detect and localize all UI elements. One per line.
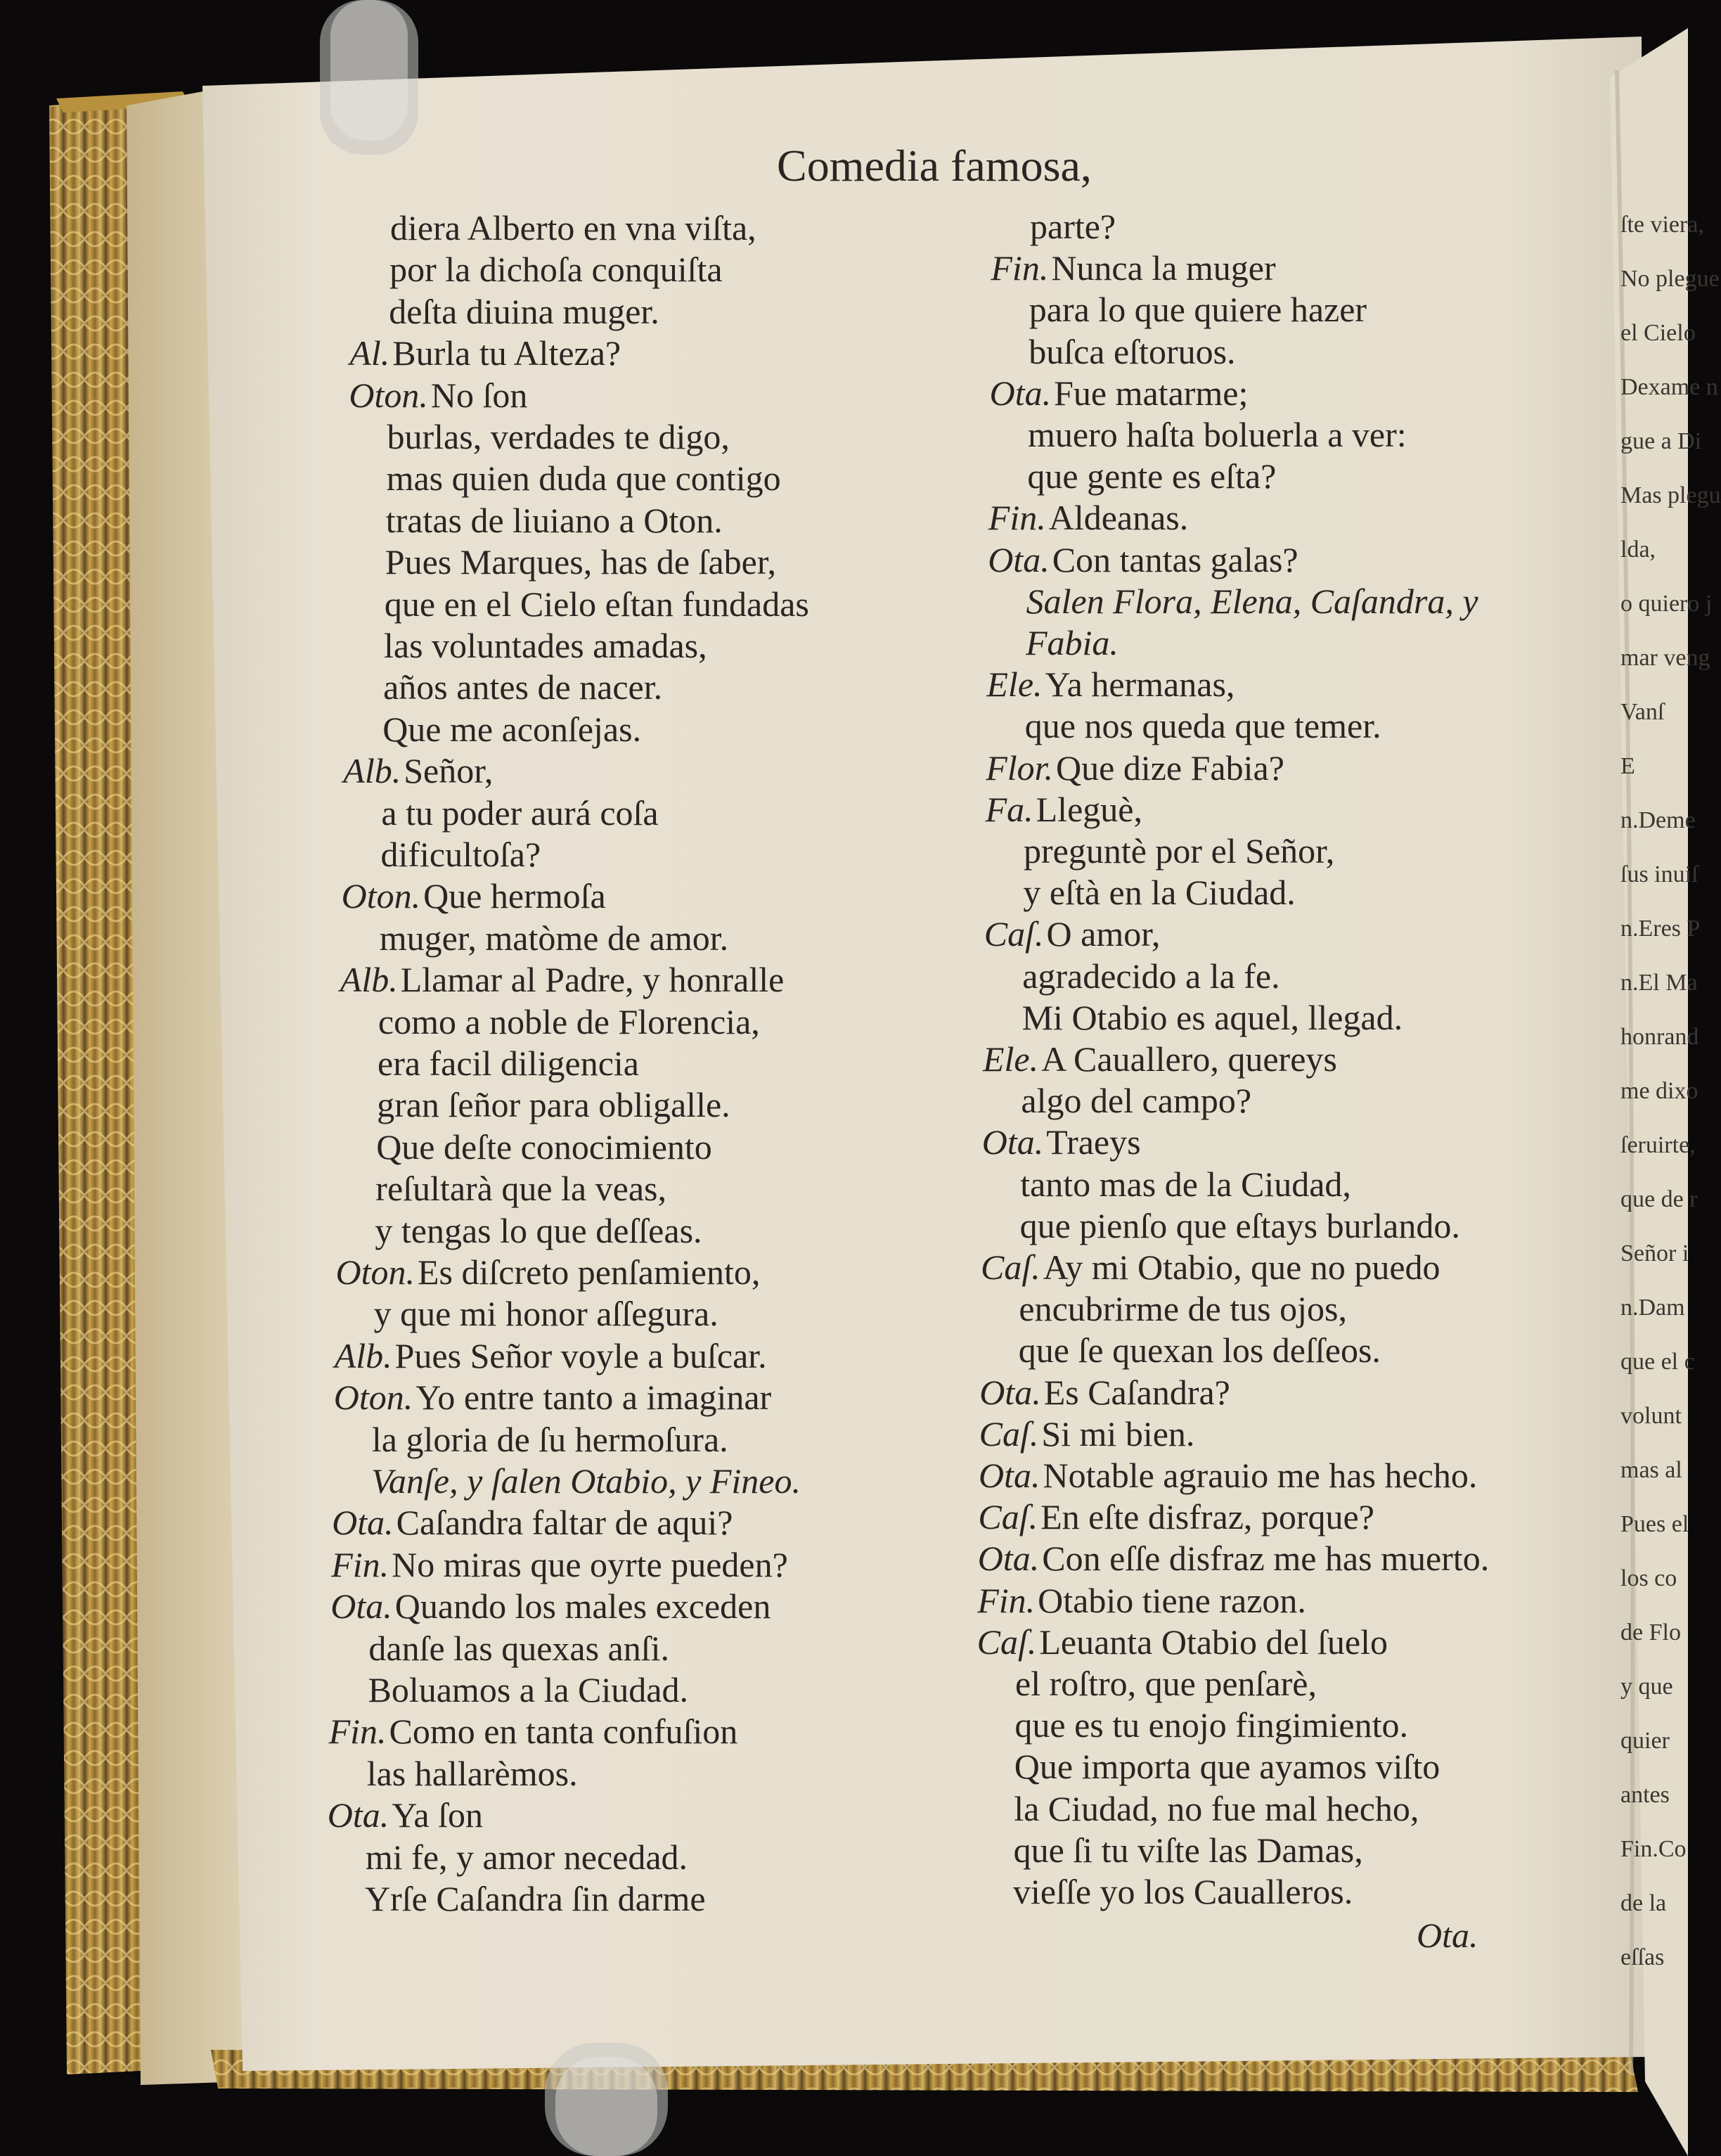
line-text: algo del campo? (1021, 1081, 1252, 1121)
speaker-label: Fin. (328, 1712, 387, 1752)
verse-line (383, 667, 662, 707)
line-text: Mi Otabio es aquel, llegad. (1021, 997, 1403, 1037)
verse-line (1024, 830, 1334, 871)
speaker-label: Caſ. (984, 914, 1044, 954)
line-text: Que importa que ayamos viſto (1014, 1747, 1440, 1787)
verse-line (1029, 289, 1367, 330)
verse-line (329, 1711, 738, 1752)
speaker-label: Ota. (977, 1539, 1040, 1579)
line-text: Burla tu Alteza? (392, 333, 621, 373)
speaker-label: Caſ. (976, 1622, 1037, 1662)
line-text: Fabia. (1026, 623, 1119, 662)
verse-line (368, 1669, 689, 1710)
verse-line (367, 1753, 578, 1794)
line-text: que es tu enojo fingimiento. (1014, 1705, 1409, 1745)
verse-line (1020, 1164, 1351, 1205)
verse-line (374, 1293, 718, 1334)
verse-line (1019, 1288, 1347, 1329)
line-text: Ya hermanas, (1045, 665, 1235, 705)
facing-page-fragment: No plegue (1620, 266, 1720, 292)
speaker-label: Alb. (343, 751, 401, 791)
speaker-label: Ota. (979, 1372, 1041, 1412)
facing-page-fragment: n.Deme (1620, 807, 1696, 833)
line-text: Con eſſe disfraz me has muerto. (1042, 1539, 1490, 1579)
verse-line (376, 1127, 712, 1167)
facing-page-fragment: antes (1620, 1782, 1670, 1808)
verse-line (375, 1210, 702, 1251)
verse-line (332, 1502, 733, 1543)
verse-line (335, 1335, 767, 1376)
line-text: la Ciudad, no fue mal hecho, (1014, 1788, 1419, 1828)
verse-line (328, 1795, 483, 1835)
verse-line (1014, 1705, 1408, 1745)
line-text: Leuanta Otabio del ſuelo (1039, 1622, 1388, 1662)
speaker-label: Alb. (340, 960, 398, 1000)
line-text: parte? (1030, 207, 1116, 246)
verse-line (978, 1496, 1374, 1537)
verse-line (979, 1455, 1477, 1496)
line-text: que ſe quexan los deſſeos. (1018, 1330, 1381, 1371)
verse-line (981, 1247, 1440, 1288)
verse-line (390, 207, 756, 248)
verse-line (986, 789, 1142, 830)
facing-page-fragment: n.El Ma (1620, 970, 1698, 996)
stage-direction (1026, 622, 1119, 663)
speaker-label: Fin. (977, 1580, 1036, 1620)
verse-line (983, 1039, 1337, 1079)
verse-line (986, 664, 1235, 705)
verse-line (377, 1084, 730, 1125)
verse-line (384, 625, 707, 666)
speaker-label: Fa. (985, 789, 1033, 829)
stage-direction (1026, 581, 1478, 622)
line-text: que ſi tu viſte las Damas, (1013, 1830, 1363, 1870)
speaker-label: Flor. (986, 747, 1054, 788)
facing-page-fragment: volunt (1620, 1403, 1682, 1429)
verse-line (349, 333, 621, 373)
line-text: que en el Cielo eſtan fundadas (384, 584, 809, 624)
speaker-label: Caſ. (981, 1247, 1040, 1287)
facing-page-fragment: E (1620, 753, 1635, 779)
line-text: Si mi bien. (1041, 1413, 1195, 1454)
verse-line (372, 1419, 728, 1460)
facing-page-fragment: de Flo (1620, 1619, 1681, 1645)
verse-line (1014, 1830, 1363, 1871)
line-text: como a noble de Florencia, (378, 1001, 760, 1041)
verse-line (1029, 331, 1235, 372)
line-text: a tu poder aurá coſa (381, 793, 659, 833)
line-text: Es Caſandra? (1043, 1372, 1230, 1412)
verse-line (382, 709, 641, 750)
line-text: que pienſo que eſtays burlando. (1019, 1205, 1460, 1245)
line-text: era facil diligencia (378, 1044, 639, 1083)
stage-direction (371, 1461, 801, 1501)
speaker-label: Ota. (988, 539, 1050, 579)
verse-line (387, 458, 781, 499)
speaker-label: Al. (349, 333, 390, 373)
line-text: Salen Flora, Elena, Caſandra, y (1026, 581, 1478, 621)
line-text: Quando los males exceden (394, 1586, 771, 1626)
verse-line (378, 1001, 760, 1042)
verse-line (381, 793, 658, 833)
line-text: Que me aconſejas. (382, 709, 642, 749)
verse-line (982, 1122, 1141, 1162)
facing-page-fragment: eſſas (1620, 1944, 1665, 1970)
speaker-label: Caſ. (979, 1413, 1039, 1454)
verse-line (340, 959, 785, 1000)
speaker-label: Alb. (334, 1335, 392, 1375)
verse-line (1015, 1663, 1317, 1704)
line-text: Yo entre tanto a imaginar (415, 1378, 772, 1418)
verse-line (389, 249, 722, 290)
verse-line (343, 750, 493, 791)
line-text: Vanſe, y ſalen Otabio, y Fineo. (371, 1461, 801, 1501)
verse-line (380, 918, 728, 958)
facing-page-fragment: o quiero j (1620, 591, 1713, 617)
verse-line (1027, 456, 1276, 496)
facing-page-fragment: Mas plegu (1620, 482, 1721, 508)
facing-page-fragment: gue a Di (1620, 428, 1702, 454)
verse-line (334, 1377, 771, 1418)
line-text: Que hermoſa (423, 876, 606, 916)
speaker-label: Oton. (341, 876, 421, 916)
catchword: Ota. (1417, 1916, 1478, 1955)
line-text: muero haſta boluerla a ver: (1028, 415, 1407, 454)
facing-page-fragment: n.Dam (1620, 1295, 1685, 1321)
verse-line (1025, 705, 1381, 746)
speaker-label: Fin. (991, 248, 1049, 288)
facing-page-fragment: mar veng (1620, 645, 1710, 671)
line-text: reſultarà que la veas, (375, 1169, 666, 1209)
line-text: Fue matarme; (1054, 373, 1249, 413)
verse-line (378, 1043, 639, 1084)
line-text: Otabio tiene razon. (1038, 1580, 1306, 1620)
line-text: Con tantas galas? (1052, 539, 1298, 579)
facing-page-fragment: que de r (1620, 1186, 1698, 1212)
facing-page-fragment: lda, (1620, 537, 1656, 563)
line-text: danſe las quexas anſi. (368, 1628, 670, 1668)
speaker-label: Oton. (333, 1378, 413, 1418)
verse-line (1030, 206, 1116, 247)
line-text: Lleguè, (1036, 789, 1142, 829)
facing-page-fragment: el Cielo (1620, 320, 1696, 346)
line-text: O amor, (1046, 914, 1161, 954)
verse-line (988, 539, 1298, 580)
verse-line (986, 747, 1284, 788)
line-text: y tengas lo que deſſeas. (375, 1210, 702, 1250)
line-text: Traeys (1046, 1122, 1141, 1162)
line-text: que nos queda que temer. (1024, 706, 1381, 746)
verse-line (365, 1878, 706, 1919)
line-text: mas quien duda que contigo (386, 458, 781, 499)
facing-page-fragment: ſus inuiſ (1620, 861, 1699, 887)
line-text: Llamar al Padre, y honralle (400, 960, 785, 1000)
speaker-label: Caſ. (978, 1497, 1038, 1537)
facing-page-fragment: los co (1620, 1565, 1677, 1591)
verse-line (1022, 997, 1403, 1038)
verse-line (990, 373, 1249, 413)
line-text: Que dize Fabia? (1056, 747, 1284, 788)
line-text: Caſandra faltar de aqui? (396, 1503, 733, 1543)
facing-page-fragment: n.Eres P (1620, 916, 1701, 942)
facing-page-fragment: Vanſ (1620, 699, 1665, 725)
line-text: A Cauallero, quereys (1041, 1039, 1337, 1079)
verse-line (1014, 1788, 1419, 1829)
verse-line (389, 291, 659, 332)
line-text: deſta diuina muger. (389, 291, 659, 331)
facing-page-fragment: ſte viera, (1620, 212, 1704, 238)
verse-line (375, 1168, 666, 1209)
line-text: la gloria de ſu hermoſura. (371, 1419, 728, 1459)
speaker-label: Oton. (335, 1252, 415, 1292)
speaker-label: Ota. (981, 1122, 1044, 1162)
verse-line (366, 1837, 688, 1878)
facing-page-fragment: y que (1620, 1674, 1673, 1700)
line-text: tanto mas de la Ciudad, (1020, 1164, 1351, 1204)
line-text: dificultoſa? (380, 835, 541, 874)
speaker-label: Ele. (983, 1039, 1039, 1079)
speaker-label: Oton. (349, 375, 428, 415)
line-text: No miras que oyrte pueden? (392, 1544, 788, 1584)
verse-line (1014, 1746, 1440, 1787)
running-head: Comedia famosa, (777, 141, 1092, 191)
line-text: Señor, (404, 751, 494, 791)
line-text: Que deſte conocimiento (376, 1127, 712, 1167)
verse-line (979, 1372, 1230, 1413)
verse-line (381, 834, 541, 875)
line-text: que gente es eſta? (1027, 456, 1277, 496)
verse-line (988, 497, 1188, 538)
line-text: preguntè por el Señor, (1024, 831, 1335, 871)
verse-line (977, 1622, 1388, 1662)
line-text: Ay mi Otabio, que no puedo (1043, 1247, 1440, 1287)
facing-page-fragment: de la (1620, 1890, 1667, 1916)
line-text: Como en tanta confuſion (389, 1712, 738, 1752)
verse-line (385, 584, 809, 624)
line-text: Notable agrauio me has hecho. (1043, 1456, 1478, 1495)
line-text: años antes de nacer. (383, 667, 663, 707)
facing-page-fragment: quier (1620, 1728, 1670, 1754)
speaker-label: Ota. (330, 1586, 392, 1626)
line-text: Aldeanas. (1048, 498, 1189, 538)
line-text: para lo que quiere hazer (1029, 290, 1367, 330)
verse-line (330, 1586, 771, 1626)
line-text: agradecido a la fe. (1022, 956, 1280, 996)
facing-page-fragment: Pues el (1620, 1511, 1689, 1537)
line-text: vieſſe yo los Caualleros. (1013, 1872, 1353, 1911)
line-text: buſca eſtoruos. (1029, 331, 1236, 371)
verse-line (979, 1413, 1195, 1454)
verse-line (336, 1252, 761, 1292)
verse-line (368, 1628, 669, 1669)
line-text: diera Alberto en vna viſta, (390, 208, 756, 248)
verse-line (387, 416, 730, 457)
verse-line (342, 875, 606, 916)
line-text: Pues Señor voyle a buſcar. (394, 1335, 767, 1375)
line-text: Yrſe Caſandra ſin darme (365, 1879, 706, 1918)
verse-line (1022, 956, 1280, 996)
line-text: encubrirme de tus ojos, (1019, 1289, 1347, 1329)
verse-line (984, 913, 1161, 954)
verse-line (1028, 414, 1407, 455)
line-text: las voluntades amadas, (384, 626, 707, 665)
facing-page-fragment: honrand (1620, 1024, 1699, 1050)
speaker-label: Ota. (979, 1456, 1040, 1495)
facing-page-fragment: que el c (1620, 1349, 1695, 1375)
verse-line (331, 1544, 788, 1585)
facing-page-fragment: Dexame n (1620, 374, 1718, 400)
line-text: En eſte disfraz, porque? (1040, 1497, 1374, 1537)
line-text: muger, matòme de amor. (379, 918, 729, 958)
verse-line (1023, 872, 1295, 913)
facing-page-fragment: mas al (1620, 1457, 1682, 1483)
verse-line (1013, 1871, 1353, 1912)
speaker-label: Ota. (327, 1795, 389, 1835)
verse-line (385, 541, 776, 582)
facing-page-fragment: Señor i (1620, 1240, 1689, 1266)
verse-line (977, 1580, 1306, 1621)
line-text: el roſtro, que penſarè, (1015, 1664, 1317, 1703)
line-text: Ya ſon (392, 1795, 483, 1835)
verse-line (991, 248, 1275, 288)
speaker-label: Fin. (331, 1544, 389, 1584)
line-text: y que mi honor aſſegura. (373, 1294, 718, 1334)
verse-line (1021, 1080, 1251, 1121)
speaker-label: Ele. (986, 665, 1043, 705)
line-text: Pues Marques, has de ſaber, (385, 542, 776, 582)
facing-page-fragment: ſeruirte, (1620, 1132, 1696, 1158)
line-text: Boluamos a la Ciudad. (368, 1670, 688, 1709)
line-text: mi fe, y amor necedad. (365, 1837, 688, 1877)
facing-page-fragment: me dixo (1620, 1078, 1699, 1104)
line-text: por la dichoſa conquiſta (389, 250, 723, 290)
speaker-label: Ota. (989, 373, 1052, 413)
speaker-label: Ota. (332, 1503, 394, 1543)
line-text: No ſon (430, 375, 528, 415)
verse-line (1019, 1330, 1381, 1371)
verse-line (978, 1538, 1489, 1579)
facing-page-fragment: Fin.Co (1620, 1836, 1687, 1862)
line-text: burlas, verdades te digo, (387, 417, 730, 456)
line-text: Es diſcreto penſamiento, (418, 1252, 761, 1292)
line-text: las hallarèmos. (366, 1753, 578, 1793)
line-text: y eſtà en la Ciudad. (1023, 873, 1296, 913)
line-text: gran ſeñor para obligalle. (377, 1085, 730, 1125)
line-text: tratas de liuiano a Oton. (385, 500, 723, 540)
verse-line (349, 375, 527, 416)
verse-line (1020, 1205, 1460, 1246)
line-text: Nunca la muger (1051, 248, 1276, 288)
speaker-label: Fin. (988, 498, 1046, 538)
verse-line (386, 500, 723, 541)
